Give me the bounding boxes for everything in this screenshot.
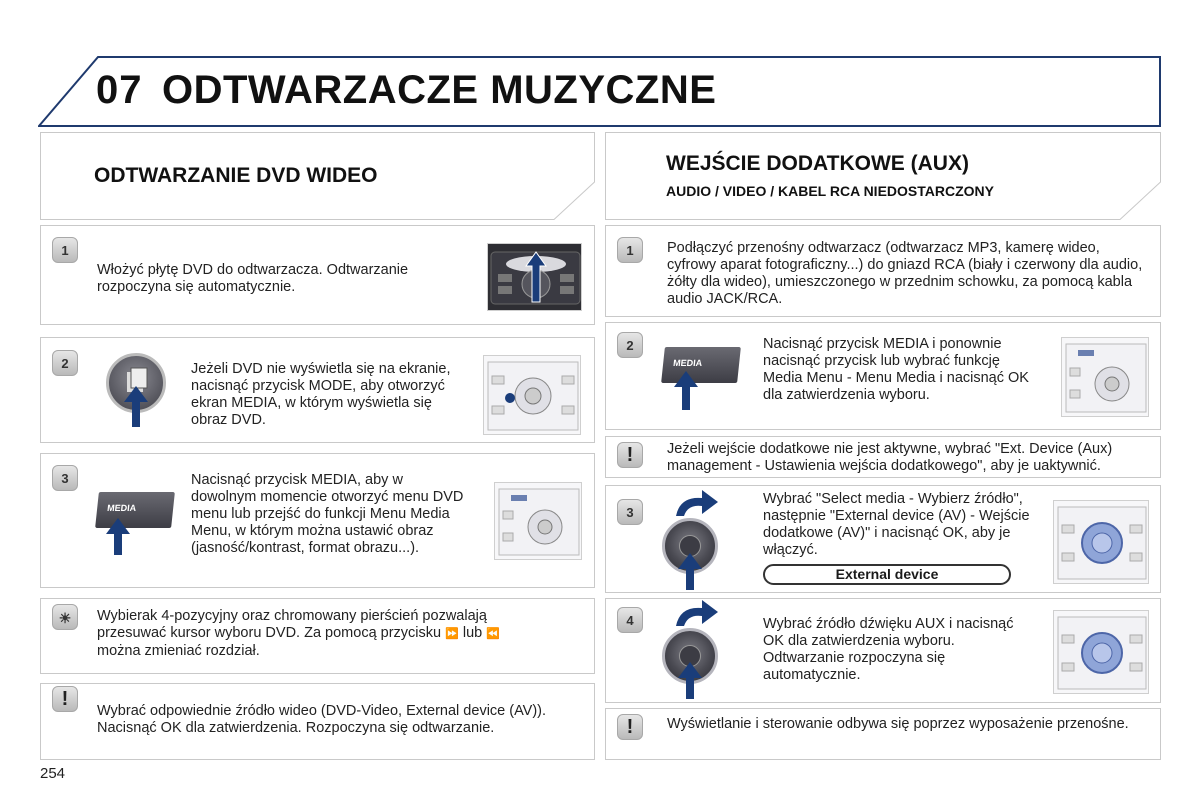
rewind-icon: ⏪ <box>486 628 500 640</box>
step-badge: 3 <box>617 499 643 525</box>
dvd-slot-image <box>487 243 582 311</box>
control-panel-image <box>1061 337 1149 417</box>
external-device-label: External device <box>763 564 1011 585</box>
step-badge: 3 <box>52 465 78 491</box>
right-step-1-text: Podłączyć przenośny odtwarzacz (odtwarzacz MP3, kamerę wideo, cyfrowy aparat fotograficzny...) do gniazd RCA (biały i czerwony dla audio, żółty dla wideo), umieszczonego w przednim schowku, za pomocą kabla audio JACK/RCA. <box>667 240 1143 307</box>
right-step-4-text: Wybrać źródło dźwięku AUX i nacisnąć OK dla zatwierdzenia wyboru. Odtwarzanie rozpoczyna się automatycznie. <box>763 616 1014 683</box>
right-panel-title: WEJŚCIE DODATKOWE (AUX) <box>666 152 969 175</box>
rotate-arrow-icon <box>672 598 720 628</box>
chapter-number: 07 <box>96 68 143 112</box>
right-step-3-text: Wybrać "Select media - Wybierz źródło", następnie "External device (AV) - Wejście dodatkowe (AV)" i nacisnąć OK, aby je włączyć. <box>763 491 1030 558</box>
press-arrow-icon <box>106 518 130 534</box>
control-panel-image <box>494 482 582 560</box>
step-badge: 1 <box>52 237 78 263</box>
left-tip-line2: przesuwać kursor wyboru DVD. Za pomocą przycisku ⏩ lub ⏪ <box>97 625 500 641</box>
right-warning-1-text: Jeżeli wejście dodatkowe nie jest aktywne, wybrać "Ext. Device (Aux) management - Ustawienia wejścia dodatkowego", aby je uaktywnić. <box>667 441 1113 474</box>
rotate-arrow-icon <box>672 488 720 518</box>
media-button-icon: MEDIA <box>661 347 741 383</box>
step-badge: 1 <box>617 237 643 263</box>
left-tip-line1: Wybierak 4-pozycyjny oraz chromowany pierścień pozwalają <box>97 608 487 624</box>
step-badge: 2 <box>52 350 78 376</box>
chapter-title: ODTWARZACZE MUZYCZNE <box>162 68 717 112</box>
press-arrow-stem <box>132 401 140 427</box>
press-arrow-stem <box>686 677 694 699</box>
left-tip-text <box>97 608 577 660</box>
right-panel-subtitle: AUDIO / VIDEO / KABEL RCA NIEDOSTARCZONY <box>666 183 994 199</box>
press-arrow-icon <box>674 371 698 387</box>
warning-icon: ! <box>617 442 643 468</box>
page-number: 254 <box>40 765 66 782</box>
press-arrow-stem <box>682 386 690 410</box>
control-panel-image <box>1053 500 1149 584</box>
press-arrow-icon <box>124 386 148 402</box>
left-step-2-text: Jeżeli DVD nie wyświetla się na ekranie, nacisnąć przycisk MODE, aby otworzyć ekran MEDIA, w którym wyświetla się obraz DVD. <box>191 361 451 428</box>
step-badge: 2 <box>617 332 643 358</box>
press-arrow-icon <box>678 553 702 569</box>
right-panel-header-frame <box>605 132 1161 220</box>
press-arrow-stem <box>686 568 694 590</box>
step-badge: 4 <box>617 607 643 633</box>
left-panel-title: ODTWARZANIE DVD WIDEO <box>94 164 378 187</box>
control-panel-image <box>1053 610 1149 694</box>
warning-icon: ! <box>617 714 643 740</box>
left-tip-line3: można zmieniać rozdział. <box>97 643 260 659</box>
warning-icon: ! <box>52 686 78 712</box>
left-step-3-text: Nacisnąć przycisk MEDIA, aby w dowolnym momencie otworzyć menu DVD menu lub przejść do funkcji Menu Media Menu, w którym można ustawić obraz (jasność/kontrast, format obrazu...). <box>191 472 464 556</box>
left-step-1-text: Włożyć płytę DVD do odtwarzacza. Odtwarzanie rozpoczyna się automatycznie. <box>97 262 409 295</box>
fast-forward-icon: ⏩ <box>445 628 459 640</box>
left-warning-text: Wybrać odpowiednie źródło wideo (DVD-Video, External device (AV)). Nacisnąć OK dla zatwierdzenia. Rozpoczyna się odtwarzanie. <box>97 703 547 736</box>
press-arrow-stem <box>114 533 122 555</box>
right-step-2-text: Nacisnąć przycisk MEDIA i ponownie nacisnąć przycisk lub wybrać funkcję Media Menu - Menu Media i nacisnąć OK dla zatwierdzenia wyboru. <box>763 336 1029 403</box>
control-panel-image <box>483 355 581 435</box>
sun-tip-icon: ☀ <box>52 604 78 630</box>
right-warning-2-text: Wyświetlanie i sterowanie odbywa się poprzez wyposażenie przenośne. <box>667 716 1129 732</box>
media-button-icon: MEDIA <box>95 492 175 528</box>
press-arrow-icon <box>678 662 702 678</box>
